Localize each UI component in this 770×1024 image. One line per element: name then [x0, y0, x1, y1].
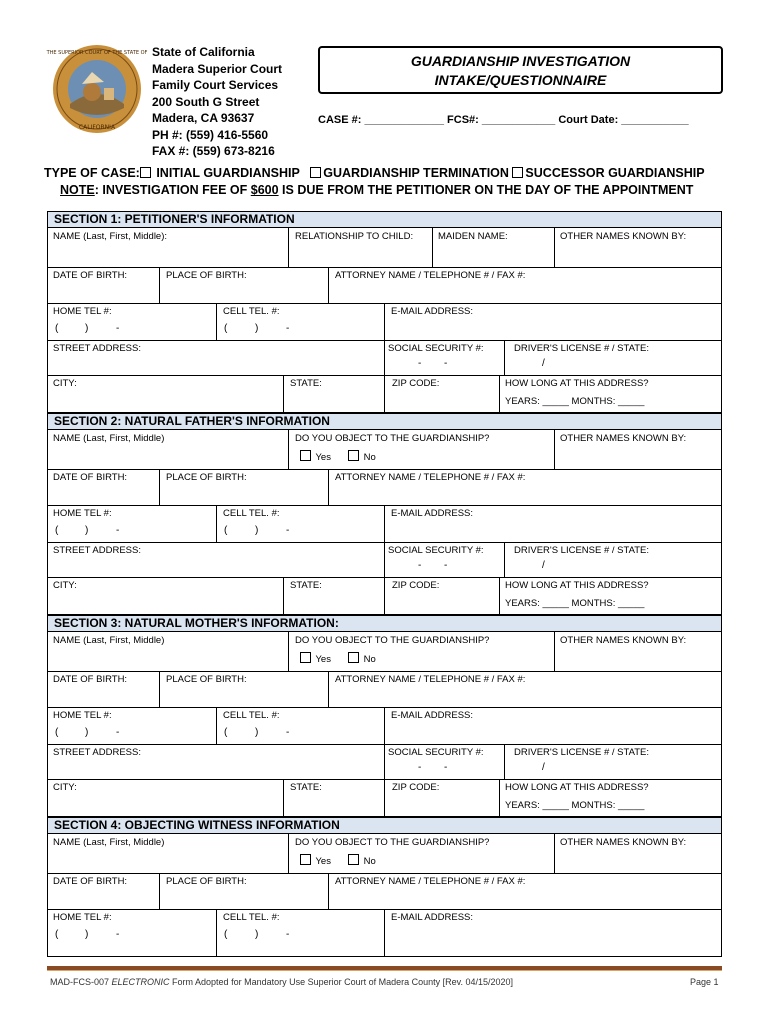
dash: - — [286, 525, 290, 536]
paren: ) — [255, 929, 259, 940]
dash: - — [418, 762, 422, 773]
pob-label: PLACE OF BIRTH: — [166, 270, 247, 281]
section-header: SECTION 3: NATURAL MOTHER'S INFORMATION: — [48, 616, 721, 632]
dash: - — [116, 929, 120, 940]
dash: - — [116, 323, 120, 334]
electronic-label: ELECTRONIC — [111, 977, 170, 987]
title-line-1: GUARDIANSHIP INVESTIGATION — [410, 53, 631, 69]
seal-top-text: THE SUPERIOR COURT OF THE STATE OF — [46, 50, 148, 56]
paren: ( — [55, 323, 59, 334]
court-line: PH #: (559) 416-5560 — [152, 127, 269, 142]
court-line: Madera Superior Court — [152, 61, 283, 76]
zip-label: ZIP CODE: — [392, 378, 440, 389]
object-label: DO YOU OBJECT TO THE GUARDIANSHIP? — [295, 433, 490, 444]
paren: ( — [224, 525, 228, 536]
other-names-label: OTHER NAMES KNOWN BY: — [560, 635, 687, 646]
ssn-label: SOCIAL SECURITY #: — [388, 545, 484, 556]
page-number: Page 1 — [690, 977, 719, 987]
dob-label: DATE OF BIRTH: — [53, 674, 128, 685]
home-tel-label: HOME TEL #: — [53, 508, 112, 519]
how-long-label: HOW LONG AT THIS ADDRESS? — [505, 782, 649, 793]
slash: / — [542, 358, 545, 369]
type-of-case-label: TYPE OF CASE: — [44, 166, 140, 180]
state-label: STATE: — [290, 782, 322, 793]
ssn-label: SOCIAL SECURITY #: — [388, 343, 484, 354]
dob-label: DATE OF BIRTH: — [53, 876, 128, 887]
years-months-field[interactable]: YEARS: _____ MONTHS: _____ — [505, 396, 645, 407]
home-tel-label: HOME TEL #: — [53, 306, 112, 317]
how-long-label: HOW LONG AT THIS ADDRESS? — [505, 378, 649, 389]
dash: - — [116, 525, 120, 536]
dash: - — [286, 929, 290, 940]
guardianship-termination-checkbox[interactable] — [310, 167, 321, 178]
other-names-label: OTHER NAMES KNOWN BY: — [560, 433, 687, 444]
attorney-label: ATTORNEY NAME / TELEPHONE # / FAX #: — [335, 270, 526, 281]
dl-label: DRIVER'S LICENSE # / STATE: — [514, 747, 650, 758]
yes-label: Yes — [315, 452, 331, 463]
form-revision-note — [50, 977, 513, 987]
dash: - — [418, 358, 422, 369]
city-label: CITY: — [53, 378, 77, 389]
state-label: STATE: — [290, 378, 322, 389]
section-header: SECTION 2: NATURAL FATHER'S INFORMATION — [48, 414, 721, 430]
title-line-2: INTAKE/QUESTIONNAIRE — [434, 72, 607, 88]
cell-tel-label: CELL TEL. #: — [223, 912, 280, 923]
state-label: STATE: — [290, 580, 322, 591]
home-tel-label: HOME TEL #: — [53, 710, 112, 721]
paren: ( — [224, 323, 228, 334]
court-line: 200 South G Street — [152, 94, 260, 109]
note-text-1: : INVESTIGATION FEE OF — [94, 183, 251, 197]
dash: - — [116, 727, 120, 738]
name-label: NAME (Last, First, Middle) — [53, 837, 165, 848]
note-label: NOTE — [60, 183, 95, 197]
object-no-checkbox[interactable] — [348, 450, 359, 461]
years-months-field[interactable]: YEARS: _____ MONTHS: _____ — [505, 598, 645, 609]
paren: ( — [55, 929, 59, 940]
years-months-field[interactable]: YEARS: _____ MONTHS: _____ — [505, 800, 645, 811]
object-yes-checkbox[interactable] — [300, 854, 311, 865]
court-line: FAX #: (559) 673-8216 — [152, 144, 275, 158]
court-line: State of California — [152, 45, 255, 59]
dob-label: DATE OF BIRTH: — [53, 270, 128, 281]
section-petitioner — [47, 211, 722, 413]
court-info — [152, 44, 282, 160]
paren: ) — [85, 727, 89, 738]
footer-divider-accent — [47, 970, 722, 971]
court-line: Family Court Services — [152, 78, 279, 92]
fee-amount: $600 — [250, 183, 279, 197]
street-label: STREET ADDRESS: — [53, 343, 141, 354]
section-natural-father — [47, 413, 722, 615]
note-text-2: IS DUE FROM THE PETITIONER ON THE DAY OF THE APPOINTMENT — [278, 183, 694, 197]
revision-text: Form Adopted for Mandatory Use Superior Court of Madera County [Rev. 04/15/2020] — [169, 977, 514, 987]
paren: ) — [85, 323, 89, 334]
name-label: NAME (Last, First, Middle) — [53, 635, 165, 646]
attorney-label: ATTORNEY NAME / TELEPHONE # / FAX #: — [335, 876, 526, 887]
type-of-case — [44, 166, 705, 180]
city-label: CITY: — [53, 782, 77, 793]
court-seal — [46, 44, 148, 134]
street-label: STREET ADDRESS: — [53, 747, 141, 758]
successor-guardianship-label: SUCCESSOR GUARDIANSHIP — [525, 166, 705, 180]
dl-label: DRIVER'S LICENSE # / STATE: — [514, 343, 650, 354]
slash: / — [542, 560, 545, 571]
pob-label: PLACE OF BIRTH: — [166, 674, 247, 685]
no-label: No — [363, 452, 376, 463]
successor-guardianship-checkbox[interactable] — [512, 167, 523, 178]
paren: ) — [255, 727, 259, 738]
form-code: MAD-FCS-007 — [50, 977, 112, 987]
form-title — [318, 46, 723, 94]
dash: - — [418, 560, 422, 571]
object-label: DO YOU OBJECT TO THE GUARDIANSHIP? — [295, 635, 490, 646]
initial-guardianship-label: INITIAL GUARDIANSHIP — [156, 166, 300, 180]
cell-tel-label: CELL TEL. #: — [223, 508, 280, 519]
slash: / — [542, 762, 545, 773]
name-label: NAME (Last, First, Middle) — [53, 433, 165, 444]
section-objecting-witness — [47, 817, 722, 957]
no-label: No — [363, 654, 376, 665]
guardianship-termination-label: GUARDIANSHIP TERMINATION — [323, 166, 509, 180]
section-natural-mother — [47, 615, 722, 817]
paren: ( — [224, 727, 228, 738]
initial-guardianship-checkbox[interactable] — [140, 167, 151, 178]
email-label: E-MAIL ADDRESS: — [391, 912, 474, 923]
street-label: STREET ADDRESS: — [53, 545, 141, 556]
dash: - — [444, 762, 448, 773]
zip-label: ZIP CODE: — [392, 782, 440, 793]
object-yes-checkbox[interactable] — [300, 652, 311, 663]
email-label: E-MAIL ADDRESS: — [391, 508, 474, 519]
court-line: Madera, CA 93637 — [152, 111, 255, 125]
city-label: CITY: — [53, 580, 77, 591]
object-no-checkbox[interactable] — [348, 854, 359, 865]
email-label: E-MAIL ADDRESS: — [391, 710, 474, 721]
yes-label: Yes — [315, 654, 331, 665]
attorney-label: ATTORNEY NAME / TELEPHONE # / FAX #: — [335, 472, 526, 483]
other-names-label: OTHER NAMES KNOWN BY: — [560, 837, 687, 848]
paren: ) — [85, 929, 89, 940]
pob-label: PLACE OF BIRTH: — [166, 472, 247, 483]
email-label: E-MAIL ADDRESS: — [391, 306, 474, 317]
how-long-label: HOW LONG AT THIS ADDRESS? — [505, 580, 649, 591]
section-header: SECTION 4: OBJECTING WITNESS INFORMATION — [48, 818, 721, 834]
paren: ( — [224, 929, 228, 940]
object-yes-checkbox[interactable] — [300, 450, 311, 461]
home-tel-label: HOME TEL #: — [53, 912, 112, 923]
dob-label: DATE OF BIRTH: — [53, 472, 128, 483]
dash: - — [444, 560, 448, 571]
case-number-line[interactable]: CASE #: _____________ FCS#: ____________ Court Date: ___________ — [318, 114, 689, 126]
cell-tel-label: CELL TEL. #: — [223, 306, 280, 317]
maiden-name-label: MAIDEN NAME: — [438, 231, 508, 242]
other-names-label: OTHER NAMES KNOWN BY: — [560, 231, 687, 242]
object-no-checkbox[interactable] — [348, 652, 359, 663]
paren: ) — [255, 323, 259, 334]
paren: ) — [85, 525, 89, 536]
fee-note — [60, 183, 693, 197]
zip-label: ZIP CODE: — [392, 580, 440, 591]
section-header: SECTION 1: PETITIONER'S INFORMATION — [48, 212, 721, 228]
pob-label: PLACE OF BIRTH: — [166, 876, 247, 887]
seal-bottom-text: CALIFORNIA — [78, 124, 116, 131]
cell-tel-label: CELL TEL. #: — [223, 710, 280, 721]
ssn-label: SOCIAL SECURITY #: — [388, 747, 484, 758]
attorney-label: ATTORNEY NAME / TELEPHONE # / FAX #: — [335, 674, 526, 685]
name-label: NAME (Last, First, Middle): — [53, 231, 168, 242]
paren: ) — [255, 525, 259, 536]
paren: ( — [55, 727, 59, 738]
dash: - — [286, 323, 290, 334]
paren: ( — [55, 525, 59, 536]
dl-label: DRIVER'S LICENSE # / STATE: — [514, 545, 650, 556]
yes-label: Yes — [315, 856, 331, 867]
no-label: No — [363, 856, 376, 867]
object-label: DO YOU OBJECT TO THE GUARDIANSHIP? — [295, 837, 490, 848]
dash: - — [444, 358, 448, 369]
dash: - — [286, 727, 290, 738]
relationship-label: RELATIONSHIP TO CHILD: — [295, 231, 414, 242]
